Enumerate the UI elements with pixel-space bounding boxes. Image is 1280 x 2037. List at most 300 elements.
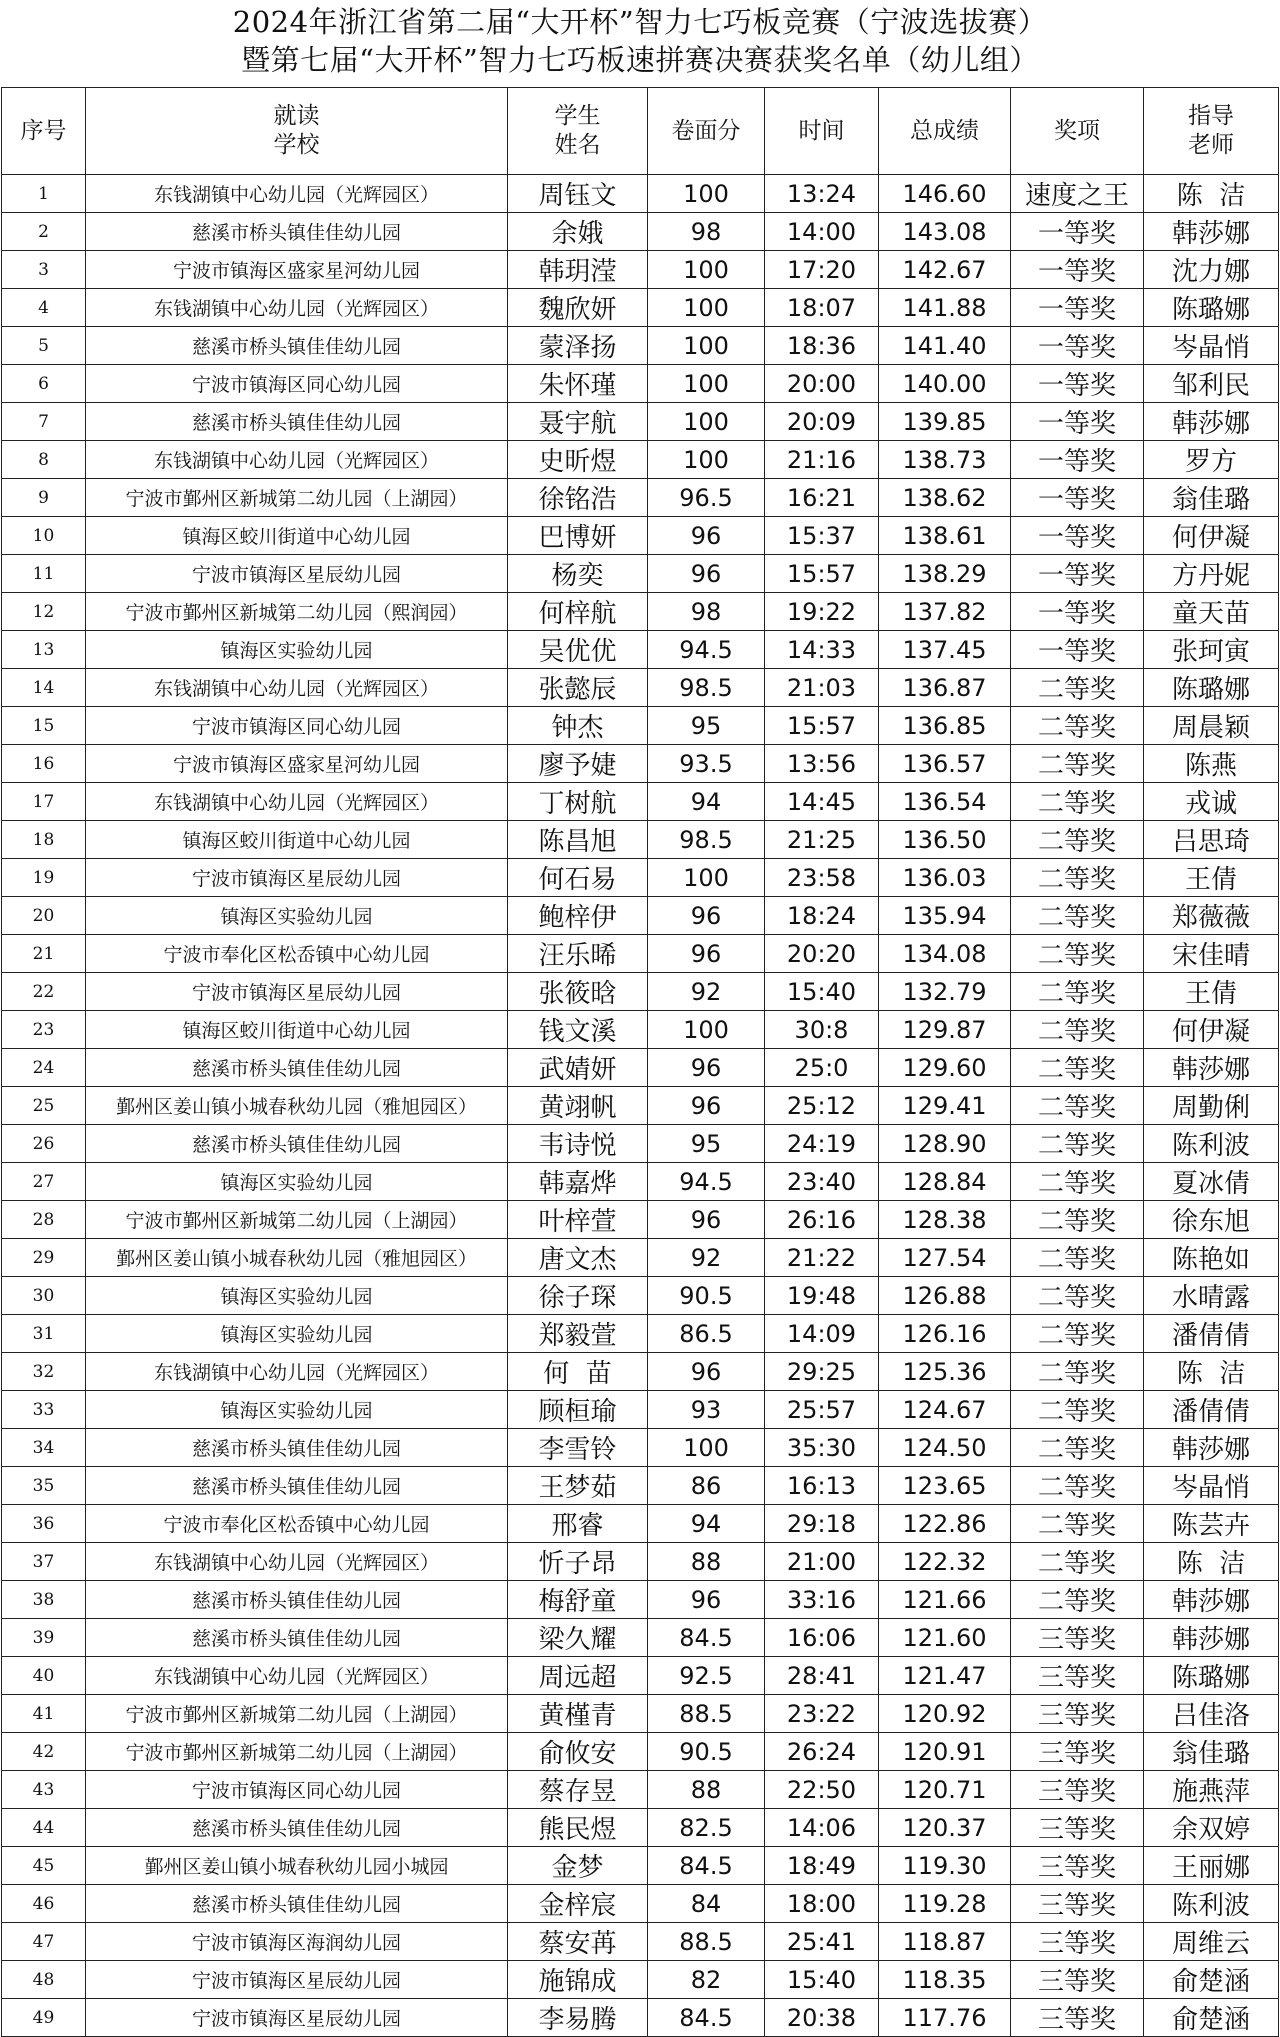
- score-cell: 100: [648, 403, 765, 441]
- school-cell: 慈溪市桥头镇佳佳幼儿园: [86, 1125, 508, 1163]
- award-cell: 一等奖: [1011, 213, 1144, 251]
- time-cell: 14:33: [765, 631, 879, 669]
- time-cell: 18:07: [765, 289, 879, 327]
- row-no: 43: [2, 1771, 86, 1809]
- time-cell: 15:37: [765, 517, 879, 555]
- school-cell: 宁波市鄞州区新城第二幼儿园（熙润园）: [86, 593, 508, 631]
- student-name-cell: 蔡存昱: [508, 1771, 648, 1809]
- award-cell: 二等奖: [1011, 859, 1144, 897]
- student-name-cell: 李易腾: [508, 1999, 648, 2037]
- teacher-cell: 陈 洁: [1144, 1543, 1279, 1581]
- score-cell: 94.5: [648, 631, 765, 669]
- score-cell: 84.5: [648, 1619, 765, 1657]
- score-cell: 96: [648, 897, 765, 935]
- total-cell: 138.62: [879, 479, 1011, 517]
- table-row: [2, 821, 1279, 859]
- student-name-cell: 史昕煜: [508, 441, 648, 479]
- table-row: [2, 1505, 1279, 1543]
- teacher-cell: 陈燕: [1144, 745, 1279, 783]
- row-no: 27: [2, 1163, 86, 1201]
- teacher-cell: 岑晶悄: [1144, 1467, 1279, 1505]
- student-name-cell: 魏欣妍: [508, 289, 648, 327]
- student-name-cell: 顾桓瑜: [508, 1391, 648, 1429]
- row-no: 1: [2, 175, 86, 213]
- award-cell: 三等奖: [1011, 1695, 1144, 1733]
- score-cell: 90.5: [648, 1277, 765, 1315]
- teacher-cell: 郑薇薇: [1144, 897, 1279, 935]
- student-name-cell: 叶梓萱: [508, 1201, 648, 1239]
- teacher-cell: 余双婷: [1144, 1809, 1279, 1847]
- student-name-cell: 钱文溪: [508, 1011, 648, 1049]
- row-no: 4: [2, 289, 86, 327]
- score-cell: 82: [648, 1961, 765, 1999]
- teacher-cell: 吕思琦: [1144, 821, 1279, 859]
- total-cell: 122.32: [879, 1543, 1011, 1581]
- table-row: [2, 327, 1279, 365]
- student-name-cell: 金梓宸: [508, 1885, 648, 1923]
- total-cell: 136.03: [879, 859, 1011, 897]
- table-row: [2, 289, 1279, 327]
- score-cell: 93.5: [648, 745, 765, 783]
- total-cell: 137.82: [879, 593, 1011, 631]
- school-cell: 镇海区实验幼儿园: [86, 1163, 508, 1201]
- time-cell: 16:06: [765, 1619, 879, 1657]
- row-no: 9: [2, 479, 86, 517]
- award-cell: 一等奖: [1011, 251, 1144, 289]
- total-cell: 134.08: [879, 935, 1011, 973]
- award-cell: 三等奖: [1011, 1733, 1144, 1771]
- row-no: 44: [2, 1809, 86, 1847]
- total-cell: 138.29: [879, 555, 1011, 593]
- teacher-cell: 韩莎娜: [1144, 1581, 1279, 1619]
- row-no: 18: [2, 821, 86, 859]
- total-cell: 146.60: [879, 175, 1011, 213]
- table-row: [2, 175, 1279, 213]
- student-name-cell: 杨奕: [508, 555, 648, 593]
- total-cell: 119.30: [879, 1847, 1011, 1885]
- total-cell: 118.87: [879, 1923, 1011, 1961]
- row-no: 31: [2, 1315, 86, 1353]
- school-cell: 镇海区蛟川街道中心幼儿园: [86, 821, 508, 859]
- time-cell: 22:50: [765, 1771, 879, 1809]
- student-name-cell: 张筱晗: [508, 973, 648, 1011]
- total-cell: 129.41: [879, 1087, 1011, 1125]
- award-cell: 二等奖: [1011, 935, 1144, 973]
- header-school: 就读 学校: [86, 88, 508, 175]
- teacher-cell: 陈璐娜: [1144, 1657, 1279, 1695]
- row-no: 28: [2, 1201, 86, 1239]
- score-cell: 98: [648, 593, 765, 631]
- student-name-cell: 丁树航: [508, 783, 648, 821]
- time-cell: 15:40: [765, 973, 879, 1011]
- table-row: [2, 859, 1279, 897]
- teacher-cell: 王倩: [1144, 859, 1279, 897]
- row-no: 35: [2, 1467, 86, 1505]
- table-row: [2, 1961, 1279, 1999]
- teacher-cell: 邹利民: [1144, 365, 1279, 403]
- time-cell: 16:21: [765, 479, 879, 517]
- score-cell: 95: [648, 707, 765, 745]
- school-cell: 鄞州区姜山镇小城春秋幼儿园（雅旭园区）: [86, 1087, 508, 1125]
- table-row: [2, 479, 1279, 517]
- school-cell: 宁波市奉化区松岙镇中心幼儿园: [86, 1505, 508, 1543]
- school-cell: 慈溪市桥头镇佳佳幼儿园: [86, 1809, 508, 1847]
- time-cell: 25:0: [765, 1049, 879, 1087]
- teacher-cell: 陈璐娜: [1144, 669, 1279, 707]
- school-cell: 鄞州区姜山镇小城春秋幼儿园小城园: [86, 1847, 508, 1885]
- student-name-cell: 梁久耀: [508, 1619, 648, 1657]
- table-row: [2, 1011, 1279, 1049]
- time-cell: 18:00: [765, 1885, 879, 1923]
- score-cell: 98: [648, 213, 765, 251]
- award-cell: 一等奖: [1011, 517, 1144, 555]
- row-no: 20: [2, 897, 86, 935]
- time-cell: 14:06: [765, 1809, 879, 1847]
- total-cell: 142.67: [879, 251, 1011, 289]
- award-cell: 二等奖: [1011, 707, 1144, 745]
- total-cell: 143.08: [879, 213, 1011, 251]
- student-name-cell: 王梦茹: [508, 1467, 648, 1505]
- award-cell: 三等奖: [1011, 1847, 1144, 1885]
- header-row: [2, 88, 1279, 175]
- total-cell: 124.67: [879, 1391, 1011, 1429]
- row-no: 39: [2, 1619, 86, 1657]
- school-cell: 东钱湖镇中心幼儿园（光辉园区）: [86, 289, 508, 327]
- school-cell: 宁波市镇海区海润幼儿园: [86, 1923, 508, 1961]
- school-cell: 镇海区蛟川街道中心幼儿园: [86, 1011, 508, 1049]
- school-cell: 东钱湖镇中心幼儿园（光辉园区）: [86, 1353, 508, 1391]
- row-no: 33: [2, 1391, 86, 1429]
- school-cell: 宁波市镇海区同心幼儿园: [86, 707, 508, 745]
- award-cell: 二等奖: [1011, 1429, 1144, 1467]
- student-name-cell: 邢睿: [508, 1505, 648, 1543]
- total-cell: 138.61: [879, 517, 1011, 555]
- teacher-cell: 陈利波: [1144, 1125, 1279, 1163]
- table-row: [2, 935, 1279, 973]
- time-cell: 18:24: [765, 897, 879, 935]
- table-row: [2, 707, 1279, 745]
- table-row: [2, 1657, 1279, 1695]
- score-cell: 88.5: [648, 1923, 765, 1961]
- table-row: [2, 1315, 1279, 1353]
- teacher-cell: 何伊凝: [1144, 1011, 1279, 1049]
- header-no: 序号: [2, 88, 86, 175]
- table-row: [2, 441, 1279, 479]
- row-no: 29: [2, 1239, 86, 1277]
- award-cell: 二等奖: [1011, 783, 1144, 821]
- time-cell: 15:57: [765, 707, 879, 745]
- score-cell: 94.5: [648, 1163, 765, 1201]
- score-cell: 94: [648, 783, 765, 821]
- header-time: 时间: [765, 88, 879, 175]
- teacher-cell: 夏冰倩: [1144, 1163, 1279, 1201]
- student-name-cell: 忻子昂: [508, 1543, 648, 1581]
- school-cell: 宁波市镇海区同心幼儿园: [86, 1771, 508, 1809]
- table-row: [2, 403, 1279, 441]
- row-no: 3: [2, 251, 86, 289]
- score-cell: 100: [648, 441, 765, 479]
- total-cell: 126.16: [879, 1315, 1011, 1353]
- score-cell: 100: [648, 365, 765, 403]
- student-name-cell: 蔡安苒: [508, 1923, 648, 1961]
- award-cell: 二等奖: [1011, 1543, 1144, 1581]
- school-cell: 慈溪市桥头镇佳佳幼儿园: [86, 327, 508, 365]
- row-no: 21: [2, 935, 86, 973]
- table-row: [2, 1277, 1279, 1315]
- award-cell: 二等奖: [1011, 1315, 1144, 1353]
- time-cell: 18:49: [765, 1847, 879, 1885]
- score-cell: 96: [648, 1201, 765, 1239]
- teacher-cell: 周勤俐: [1144, 1087, 1279, 1125]
- header-total: 总成绩: [879, 88, 1011, 175]
- award-cell: 三等奖: [1011, 1809, 1144, 1847]
- total-cell: 121.47: [879, 1657, 1011, 1695]
- student-name-cell: 张懿辰: [508, 669, 648, 707]
- header-award: 奖项: [1011, 88, 1144, 175]
- school-cell: 慈溪市桥头镇佳佳幼儿园: [86, 213, 508, 251]
- table-row: [2, 1771, 1279, 1809]
- teacher-cell: 翁佳璐: [1144, 1733, 1279, 1771]
- time-cell: 26:24: [765, 1733, 879, 1771]
- table-row: [2, 745, 1279, 783]
- table-row: [2, 1923, 1279, 1961]
- student-name-cell: 蒙泽扬: [508, 327, 648, 365]
- time-cell: 14:45: [765, 783, 879, 821]
- row-no: 36: [2, 1505, 86, 1543]
- teacher-cell: 王倩: [1144, 973, 1279, 1011]
- time-cell: 30:8: [765, 1011, 879, 1049]
- table-row: [2, 517, 1279, 555]
- teacher-cell: 陈 洁: [1144, 1353, 1279, 1391]
- teacher-cell: 何伊凝: [1144, 517, 1279, 555]
- time-cell: 29:25: [765, 1353, 879, 1391]
- teacher-cell: 翁佳璐: [1144, 479, 1279, 517]
- award-cell: 一等奖: [1011, 327, 1144, 365]
- table-row: [2, 1847, 1279, 1885]
- row-no: 38: [2, 1581, 86, 1619]
- table-row: [2, 897, 1279, 935]
- school-cell: 镇海区蛟川街道中心幼儿园: [86, 517, 508, 555]
- time-cell: 15:40: [765, 1961, 879, 1999]
- time-cell: 13:24: [765, 175, 879, 213]
- student-name-cell: 巴博妍: [508, 517, 648, 555]
- teacher-cell: 施燕萍: [1144, 1771, 1279, 1809]
- results-body: [2, 175, 1279, 2037]
- teacher-cell: 张珂寅: [1144, 631, 1279, 669]
- award-cell: 二等奖: [1011, 1087, 1144, 1125]
- table-row: [2, 1885, 1279, 1923]
- header-name: 学生 姓名: [508, 88, 648, 175]
- row-no: 15: [2, 707, 86, 745]
- total-cell: 138.73: [879, 441, 1011, 479]
- award-cell: 二等奖: [1011, 1467, 1144, 1505]
- school-cell: 宁波市镇海区星辰幼儿园: [86, 555, 508, 593]
- school-cell: 慈溪市桥头镇佳佳幼儿园: [86, 1885, 508, 1923]
- award-cell: 二等奖: [1011, 1239, 1144, 1277]
- row-no: 22: [2, 973, 86, 1011]
- score-cell: 100: [648, 289, 765, 327]
- time-cell: 33:16: [765, 1581, 879, 1619]
- student-name-cell: 聂宇航: [508, 403, 648, 441]
- total-cell: 126.88: [879, 1277, 1011, 1315]
- row-no: 49: [2, 1999, 86, 2037]
- score-cell: 96: [648, 517, 765, 555]
- award-cell: 二等奖: [1011, 669, 1144, 707]
- student-name-cell: 何梓航: [508, 593, 648, 631]
- school-cell: 东钱湖镇中心幼儿园（光辉园区）: [86, 1543, 508, 1581]
- total-cell: 137.45: [879, 631, 1011, 669]
- award-cell: 三等奖: [1011, 1885, 1144, 1923]
- school-cell: 镇海区实验幼儿园: [86, 897, 508, 935]
- school-cell: 宁波市镇海区星辰幼儿园: [86, 859, 508, 897]
- student-name-cell: 何 苗: [508, 1353, 648, 1391]
- title-line-1: 2024年浙江省第二届“大开杯”智力七巧板竞赛（宁波选拔赛）: [232, 5, 1048, 39]
- student-name-cell: 鲍梓伊: [508, 897, 648, 935]
- total-cell: 128.90: [879, 1125, 1011, 1163]
- total-cell: 120.37: [879, 1809, 1011, 1847]
- teacher-cell: 韩莎娜: [1144, 213, 1279, 251]
- table-row: [2, 1467, 1279, 1505]
- score-cell: 88.5: [648, 1695, 765, 1733]
- student-name-cell: 周远超: [508, 1657, 648, 1695]
- time-cell: 23:22: [765, 1695, 879, 1733]
- total-cell: 136.50: [879, 821, 1011, 859]
- teacher-cell: 沈力娜: [1144, 251, 1279, 289]
- score-cell: 88: [648, 1771, 765, 1809]
- row-no: 34: [2, 1429, 86, 1467]
- total-cell: 125.36: [879, 1353, 1011, 1391]
- row-no: 47: [2, 1923, 86, 1961]
- score-cell: 95: [648, 1125, 765, 1163]
- award-cell: 二等奖: [1011, 1277, 1144, 1315]
- teacher-cell: 韩莎娜: [1144, 1619, 1279, 1657]
- table-row: [2, 1391, 1279, 1429]
- score-cell: 82.5: [648, 1809, 765, 1847]
- school-cell: 东钱湖镇中心幼儿园（光辉园区）: [86, 669, 508, 707]
- award-cell: 二等奖: [1011, 821, 1144, 859]
- teacher-cell: 戎诚: [1144, 783, 1279, 821]
- total-cell: 136.85: [879, 707, 1011, 745]
- teacher-cell: 童天苗: [1144, 593, 1279, 631]
- teacher-cell: 陈艳如: [1144, 1239, 1279, 1277]
- score-cell: 92.5: [648, 1657, 765, 1695]
- student-name-cell: 梅舒童: [508, 1581, 648, 1619]
- total-cell: 120.91: [879, 1733, 1011, 1771]
- student-name-cell: 周钰文: [508, 175, 648, 213]
- score-cell: 94: [648, 1505, 765, 1543]
- time-cell: 23:58: [765, 859, 879, 897]
- school-cell: 宁波市镇海区盛家星河幼儿园: [86, 745, 508, 783]
- row-no: 30: [2, 1277, 86, 1315]
- row-no: 46: [2, 1885, 86, 1923]
- teacher-cell: 陈璐娜: [1144, 289, 1279, 327]
- score-cell: 84: [648, 1885, 765, 1923]
- award-cell: 二等奖: [1011, 1049, 1144, 1087]
- table-row: [2, 1809, 1279, 1847]
- row-no: 48: [2, 1961, 86, 1999]
- table-row: [2, 213, 1279, 251]
- school-cell: 宁波市鄞州区新城第二幼儿园（上湖园）: [86, 1695, 508, 1733]
- teacher-cell: 吕佳洛: [1144, 1695, 1279, 1733]
- score-cell: 100: [648, 175, 765, 213]
- total-cell: 140.00: [879, 365, 1011, 403]
- row-no: 12: [2, 593, 86, 631]
- row-no: 13: [2, 631, 86, 669]
- time-cell: 15:57: [765, 555, 879, 593]
- award-cell: 二等奖: [1011, 1505, 1144, 1543]
- score-cell: 92: [648, 1239, 765, 1277]
- school-cell: 镇海区实验幼儿园: [86, 631, 508, 669]
- row-no: 42: [2, 1733, 86, 1771]
- total-cell: 120.71: [879, 1771, 1011, 1809]
- student-name-cell: 余娥: [508, 213, 648, 251]
- time-cell: 16:13: [765, 1467, 879, 1505]
- award-cell: 一等奖: [1011, 289, 1144, 327]
- school-cell: 慈溪市桥头镇佳佳幼儿园: [86, 1467, 508, 1505]
- table-row: [2, 1581, 1279, 1619]
- award-cell: 二等奖: [1011, 745, 1144, 783]
- row-no: 11: [2, 555, 86, 593]
- student-name-cell: 武婧妍: [508, 1049, 648, 1087]
- teacher-cell: 潘倩倩: [1144, 1315, 1279, 1353]
- row-no: 32: [2, 1353, 86, 1391]
- time-cell: 25:12: [765, 1087, 879, 1125]
- school-cell: 慈溪市桥头镇佳佳幼儿园: [86, 1049, 508, 1087]
- total-cell: 117.76: [879, 1999, 1011, 2037]
- score-cell: 86: [648, 1467, 765, 1505]
- row-no: 45: [2, 1847, 86, 1885]
- student-name-cell: 俞攸安: [508, 1733, 648, 1771]
- total-cell: 118.35: [879, 1961, 1011, 1999]
- table-row: [2, 1125, 1279, 1163]
- school-cell: 宁波市奉化区松岙镇中心幼儿园: [86, 935, 508, 973]
- table-row: [2, 593, 1279, 631]
- teacher-cell: 徐东旭: [1144, 1201, 1279, 1239]
- total-cell: 139.85: [879, 403, 1011, 441]
- time-cell: 23:40: [765, 1163, 879, 1201]
- row-no: 6: [2, 365, 86, 403]
- award-cell: 一等奖: [1011, 441, 1144, 479]
- row-no: 5: [2, 327, 86, 365]
- total-cell: 141.40: [879, 327, 1011, 365]
- time-cell: 20:20: [765, 935, 879, 973]
- row-no: 7: [2, 403, 86, 441]
- total-cell: 128.38: [879, 1201, 1011, 1239]
- table-row: [2, 1087, 1279, 1125]
- school-cell: 慈溪市桥头镇佳佳幼儿园: [86, 1429, 508, 1467]
- teacher-cell: 王丽娜: [1144, 1847, 1279, 1885]
- total-cell: 127.54: [879, 1239, 1011, 1277]
- student-name-cell: 郑毅萱: [508, 1315, 648, 1353]
- score-cell: 96: [648, 1353, 765, 1391]
- student-name-cell: 施锦成: [508, 1961, 648, 1999]
- table-row: [2, 1619, 1279, 1657]
- score-cell: 92: [648, 973, 765, 1011]
- row-no: 24: [2, 1049, 86, 1087]
- score-cell: 84.5: [648, 1847, 765, 1885]
- time-cell: 28:41: [765, 1657, 879, 1695]
- school-cell: 镇海区实验幼儿园: [86, 1315, 508, 1353]
- table-row: [2, 1999, 1279, 2037]
- award-cell: 三等奖: [1011, 1771, 1144, 1809]
- school-cell: 宁波市镇海区星辰幼儿园: [86, 973, 508, 1011]
- table-row: [2, 1201, 1279, 1239]
- student-name-cell: 汪乐晞: [508, 935, 648, 973]
- total-cell: 119.28: [879, 1885, 1011, 1923]
- row-no: 2: [2, 213, 86, 251]
- row-no: 17: [2, 783, 86, 821]
- total-cell: 129.60: [879, 1049, 1011, 1087]
